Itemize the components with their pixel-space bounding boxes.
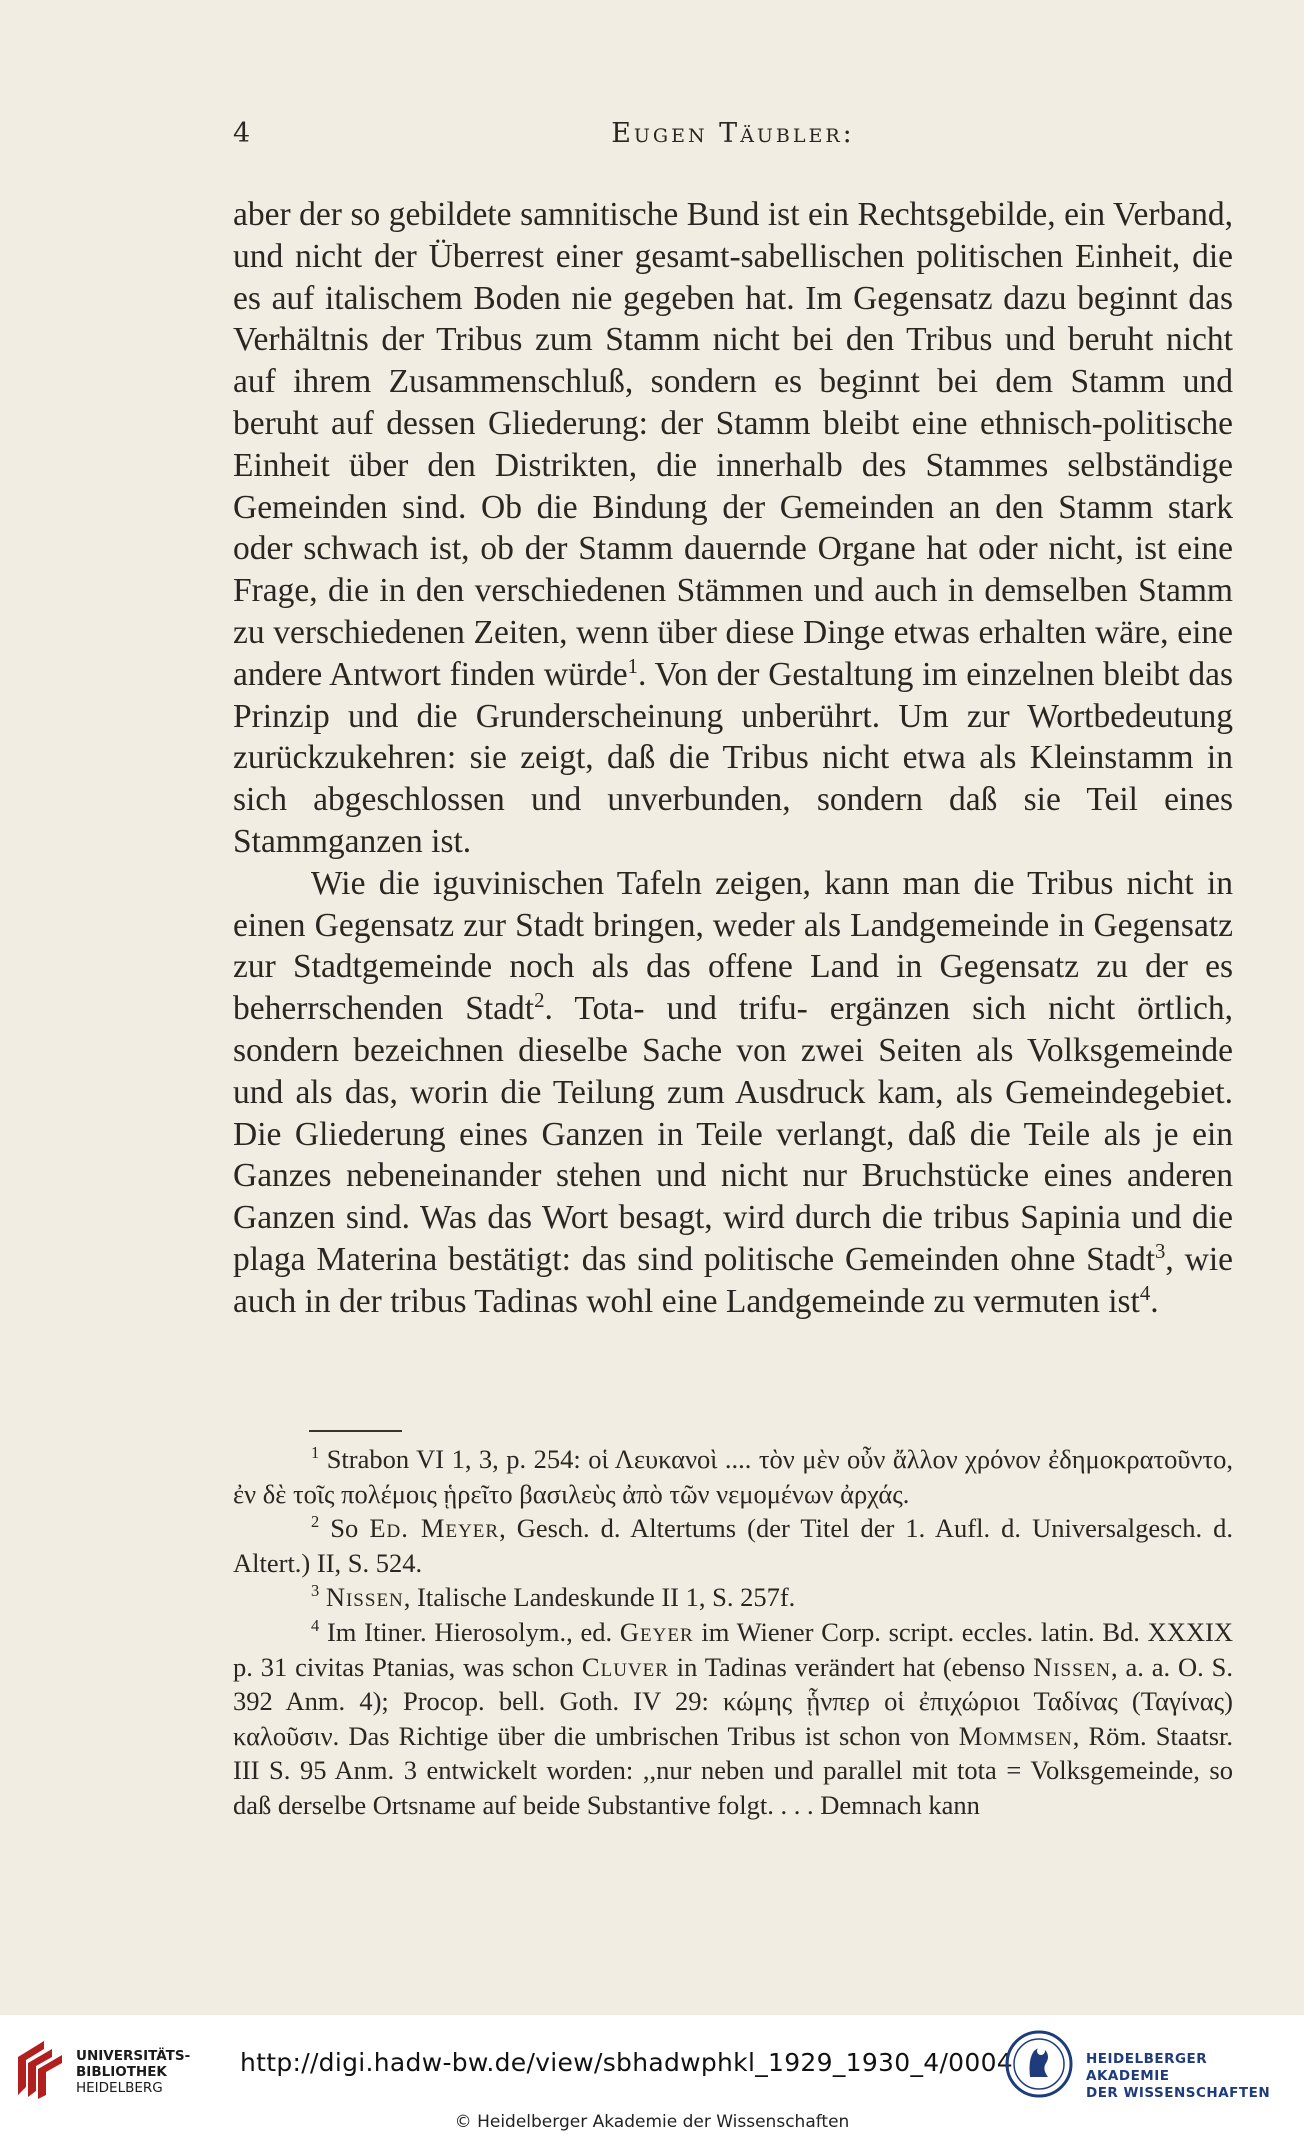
page-header — [233, 118, 1233, 158]
hadw-seal-icon — [1004, 2029, 1074, 2099]
ub-heidelberg-mark-icon — [14, 2035, 68, 2103]
footnote-ref-3: 3 — [1155, 1239, 1166, 1263]
paragraph-1: aber der so gebildete samnitische Bund ist ein Rechtsgebilde, ein Verband, und nicht der Überrest einer gesamt-sabellischen politischen Einheit, die es auf italischem Boden nie gegeben hat. Im Gegensatz dazu beginnt das Verhältnis der Tribus zum Stamm nicht bei den Tribus und beruht nicht auf ihrem Zusammenschluß, sondern es beginnt bei dem Stamm und beruht auf dessen Gliederung: der Stamm bleibt eine ethnisch-politische Einheit über den Distrikten, die innerhalb des Stammes selbständige Gemeinden sind. Ob die Bindung der Gemeinden an den Stamm stark oder schwach ist, ob der Stamm dauernde Organe hat oder nicht, ist eine Frage, die in den verschiedenen Stämmen und auch in demselben Stamm zu verschiedenen Zeiten, wenn über diese Dinge etwas erhalten wäre, eine andere Antwort finden würde$^1$. Von der Gestaltung im einzelnen bleibt das Prinzip und die Grunderscheinung unberührt. Um zur Wortbedeutung zurückzukehren: sie zeigt, daß die Tribus nicht etwa als Kleinstamm in sich abgeschlossen und unverbunden, sondern daß sie Teil eines Stammganzen ist. — [233, 196, 1233, 860]
paragraph-2: Wie die iguvinischen Tafeln zeigen, kann man die Tribus nicht in einen Gegensatz zur Stadt bringen, weder als Landgemeinde in Gegensatz zur Stadtgemeinde noch als das offene Land in Gegensatz zu der es beherrschenden Stadt$^2$. Tota- und trifu- ergänzen sich nicht örtlich, sondern bezeichnen dieselbe Sache von zwei Seiten als Volksgemeinde und als das, worin die Teilung zum Ausdruck kam, als Gemeindegebiet. Die Gliederung eines Ganzen in Teile verlangt, daß die Teile als je ein Ganzes nebeneinander stehen und nicht nur Bruchstücke eines anderen Ganzen sind. Was das Wort besagt, wird durch die tribus Sapinia und die plaga Materina bestätigt: das sind politische Gemeinden ohne Stadt$^3$, wie auch in der tribus Tadinas wohl eine Landgemeinde zu vermuten ist$^4$. — [233, 864, 1234, 1320]
ub-heidelberg-logo[interactable]: UNIVERSITÄTS- BIBLIOTHEK HEIDELBERG — [14, 2035, 214, 2105]
footnote-ref-4: 4 — [1139, 1281, 1151, 1305]
footnote-ref-2: 2 — [534, 988, 545, 1012]
footnote-ref-1: 1 — [627, 654, 639, 678]
body-text — [233, 194, 1233, 1323]
hadw-logo[interactable]: HEIDELBERGER AKADEMIE DER WISSENSCHAFTEN — [1004, 2029, 1294, 2105]
footnote-1: $^1$ Strabon VI 1, 3, p. 254: οἱ Λευκανοὶ .... τὸν μὲν οὖν ἄλλον χρόνον ἐδημοκρατοῦντο, ἐν δὲ τοῖς πολέμοις ᾑρεῖτο βασιλεὺς ἀπὸ τῶν νεμομένων ἀρχάς. — [233, 1443, 1233, 1509]
footnotes — [233, 1442, 1233, 1823]
footnote-2: $^2$ So Ed. Meyer, Gesch. d. Altertums (der Titel der 1. Aufl. d. Universalgesch. d. Altert.) II, S. 524. — [233, 1512, 1233, 1578]
page-number: 4 — [233, 118, 253, 149]
footnote-4: $^4$ Im Itiner. Hierosolym., ed. Geyer im Wiener Corp. script. eccles. latin. Bd. XXXIX p. 31 civitas Ptanias, was schon Cluver in Tadinas verändert hat (ebenso Nissen, a. a. O. S. 392 Anm. 4); Procop. bell. Goth. IV 29: κώμης ᾗνπερ οἱ ἐπιχώριοι Ταδίνας (Ταγίνας) καλοῦσιν. Das Richtige über die umbrischen Tribus ist schon von Mommsen, Röm. Staatsr. III S. 95 Anm. 3 entwickelt worden: ,,nur neben und parallel mit tota = Volksgemeinde, so daß derselbe Ortsname auf beide Substantive folgt. . . . Demnach kann — [233, 1616, 1234, 1820]
footnote-3: $^3$ Nissen, Italische Landeskunde II 1, S. 257f. — [311, 1581, 796, 1613]
copyright-notice: © Heidelberger Akademie der Wissenschaften — [454, 2112, 850, 2132]
viewer-footer — [0, 2015, 1304, 2153]
running-head: Eugen Täubler: — [611, 118, 855, 149]
footnote-divider — [309, 1430, 402, 1432]
permalink-url[interactable]: http://digi.hadw-bw.de/view/sbhadwphkl_1929_1930_4/0004 — [240, 2048, 1014, 2077]
